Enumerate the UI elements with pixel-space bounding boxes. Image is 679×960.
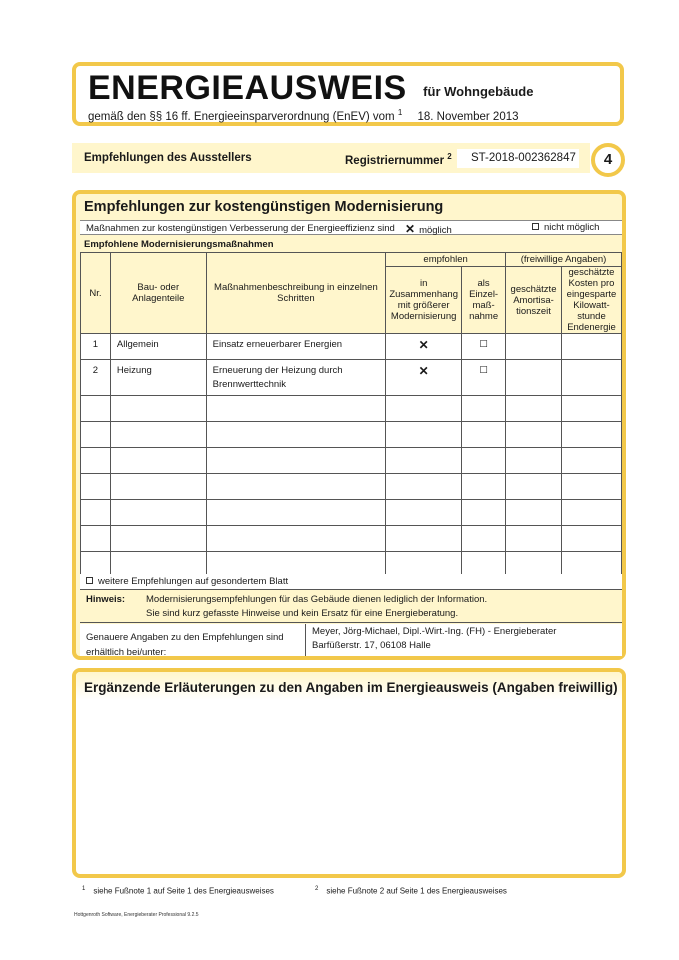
header-nr: Nr.	[81, 253, 111, 334]
footnote-ref: 1	[397, 108, 403, 117]
table-row-empty	[81, 448, 622, 474]
cell-single-check[interactable]: ☐	[462, 360, 506, 396]
section-title: Empfehlungen zur kostengünstigen Modernisierung	[84, 199, 444, 215]
document-header	[72, 62, 624, 126]
contact-row	[80, 624, 622, 656]
cell-nr: 1	[81, 334, 111, 360]
header-optional-group: (freiwillige Angaben)	[506, 253, 622, 267]
footnote-text: siehe Fußnote 1 auf Seite 1 des Energieausweises	[93, 886, 274, 896]
footnote-1	[82, 886, 274, 896]
recommended-measures-label: Empfohlene Modernisierungsmaßnahmen	[84, 239, 274, 250]
option-not-possible[interactable]	[532, 222, 599, 233]
cell-single-check[interactable]: ☐	[462, 334, 506, 360]
contact-label: Genauere Angaben zu den Empfehlungen sind erhältlich bei/unter:	[86, 632, 284, 658]
divider	[305, 624, 306, 656]
recommendations-section	[72, 190, 626, 660]
hint-row	[80, 591, 622, 623]
document-subtitle: für Wohngebäude	[423, 84, 534, 99]
document-title: ENERGIEAUSWEIS	[88, 69, 407, 107]
registration-label	[345, 152, 452, 167]
cell-amortization	[506, 334, 562, 360]
checkbox-icon[interactable]	[86, 577, 93, 584]
table-row-empty	[81, 396, 622, 422]
table-row-empty	[81, 474, 622, 500]
cell-component: Allgemein	[110, 334, 206, 360]
hint-line-1: Modernisierungsempfehlungen für das Gebäude dienen lediglich der Information.	[146, 594, 488, 605]
footnote-text: siehe Fußnote 2 auf Seite 1 des Energieausweises	[326, 886, 507, 896]
cell-cost	[561, 334, 621, 360]
more-recommendations-row[interactable]	[80, 574, 622, 590]
table-row-empty	[81, 500, 622, 526]
contact-value	[312, 625, 556, 653]
measures-table	[80, 252, 622, 578]
page-number-badge: 4	[591, 143, 625, 177]
regulation-date: 18. November 2013	[417, 110, 519, 123]
header-in-context: in Zusammenhang mit größerer Modernisierung	[386, 267, 462, 334]
header-amortization: geschätzte Amortisa-tionszeit	[506, 267, 562, 334]
registration-bar	[72, 143, 590, 173]
cell-description: Einsatz erneuerbarer Energien	[206, 334, 386, 360]
measures-possible-row	[80, 220, 622, 235]
cell-nr: 2	[81, 360, 111, 396]
cell-component: Heizung	[110, 360, 206, 396]
footnote-number: 1	[82, 886, 86, 892]
checkbox-icon[interactable]	[532, 223, 539, 230]
table-row	[81, 334, 622, 360]
registration-number: ST-2018-002362847	[457, 149, 579, 168]
cell-amortization	[506, 360, 562, 396]
section-title: Ergänzende Erläuterungen zu den Angaben im Energieausweis (Angaben freiwillig)	[84, 680, 618, 695]
footnote-number: 2	[315, 886, 319, 892]
option-not-possible-label: nicht möglich	[544, 222, 600, 233]
cell-description: Erneuerung der Heizung durch Brennwerttechnik	[206, 360, 386, 396]
cell-in-context-check[interactable]: ✕	[386, 360, 462, 396]
cell-in-context-check[interactable]: ✕	[386, 334, 462, 360]
contact-line-1: Meyer, Jörg-Michael, Dipl.-Wirt.-Ing. (FH) - Energieberater	[312, 626, 557, 637]
header-component: Bau- oder Anlagenteile	[110, 253, 206, 334]
registration-label-text: Registriernummer	[345, 154, 445, 167]
more-recommendations-label: weitere Empfehlungen auf gesondertem Blatt	[98, 576, 289, 587]
option-possible[interactable]	[405, 222, 452, 236]
table-row-empty	[81, 422, 622, 448]
explanations-titlebar	[76, 672, 622, 700]
software-credit: Hottgenroth Software, Energieberater Professional 9.2.5	[74, 912, 199, 918]
hint-label: Hinweis:	[86, 594, 126, 605]
footnote-ref: 2	[447, 152, 452, 161]
contact-line-2: Barfüßerstr. 17, 06108 Halle	[312, 640, 431, 651]
explanations-section	[72, 668, 626, 878]
footnote-2	[315, 886, 507, 896]
header-cost-per-kwh: geschätzte Kosten pro eingesparte Kilowatt-stunde Endenergie	[561, 267, 621, 334]
section-label: Empfehlungen des Ausstellers	[84, 152, 252, 164]
header-description: Maßnahmenbeschreibung in einzelnen Schritten	[206, 253, 386, 334]
table-row-empty	[81, 526, 622, 552]
checked-x-icon[interactable]: ✕	[405, 222, 416, 236]
cell-cost	[561, 360, 621, 396]
regulation-text: gemäß den §§ 16 ff. Energieeinsparverordnung (EnEV) vom	[88, 110, 395, 123]
header-recommended-group: empfohlen	[386, 253, 506, 267]
measures-text: Maßnahmen zur kostengünstigen Verbesserung der Energieeffizienz sind	[86, 223, 395, 234]
option-possible-label: möglich	[419, 225, 452, 236]
table-row	[81, 360, 622, 396]
header-single-measure: als Einzel-maß-nahme	[462, 267, 506, 334]
hint-line-2: Sie sind kurz gefasste Hinweise und kein Ersatz für eine Energieberatung.	[146, 608, 459, 619]
